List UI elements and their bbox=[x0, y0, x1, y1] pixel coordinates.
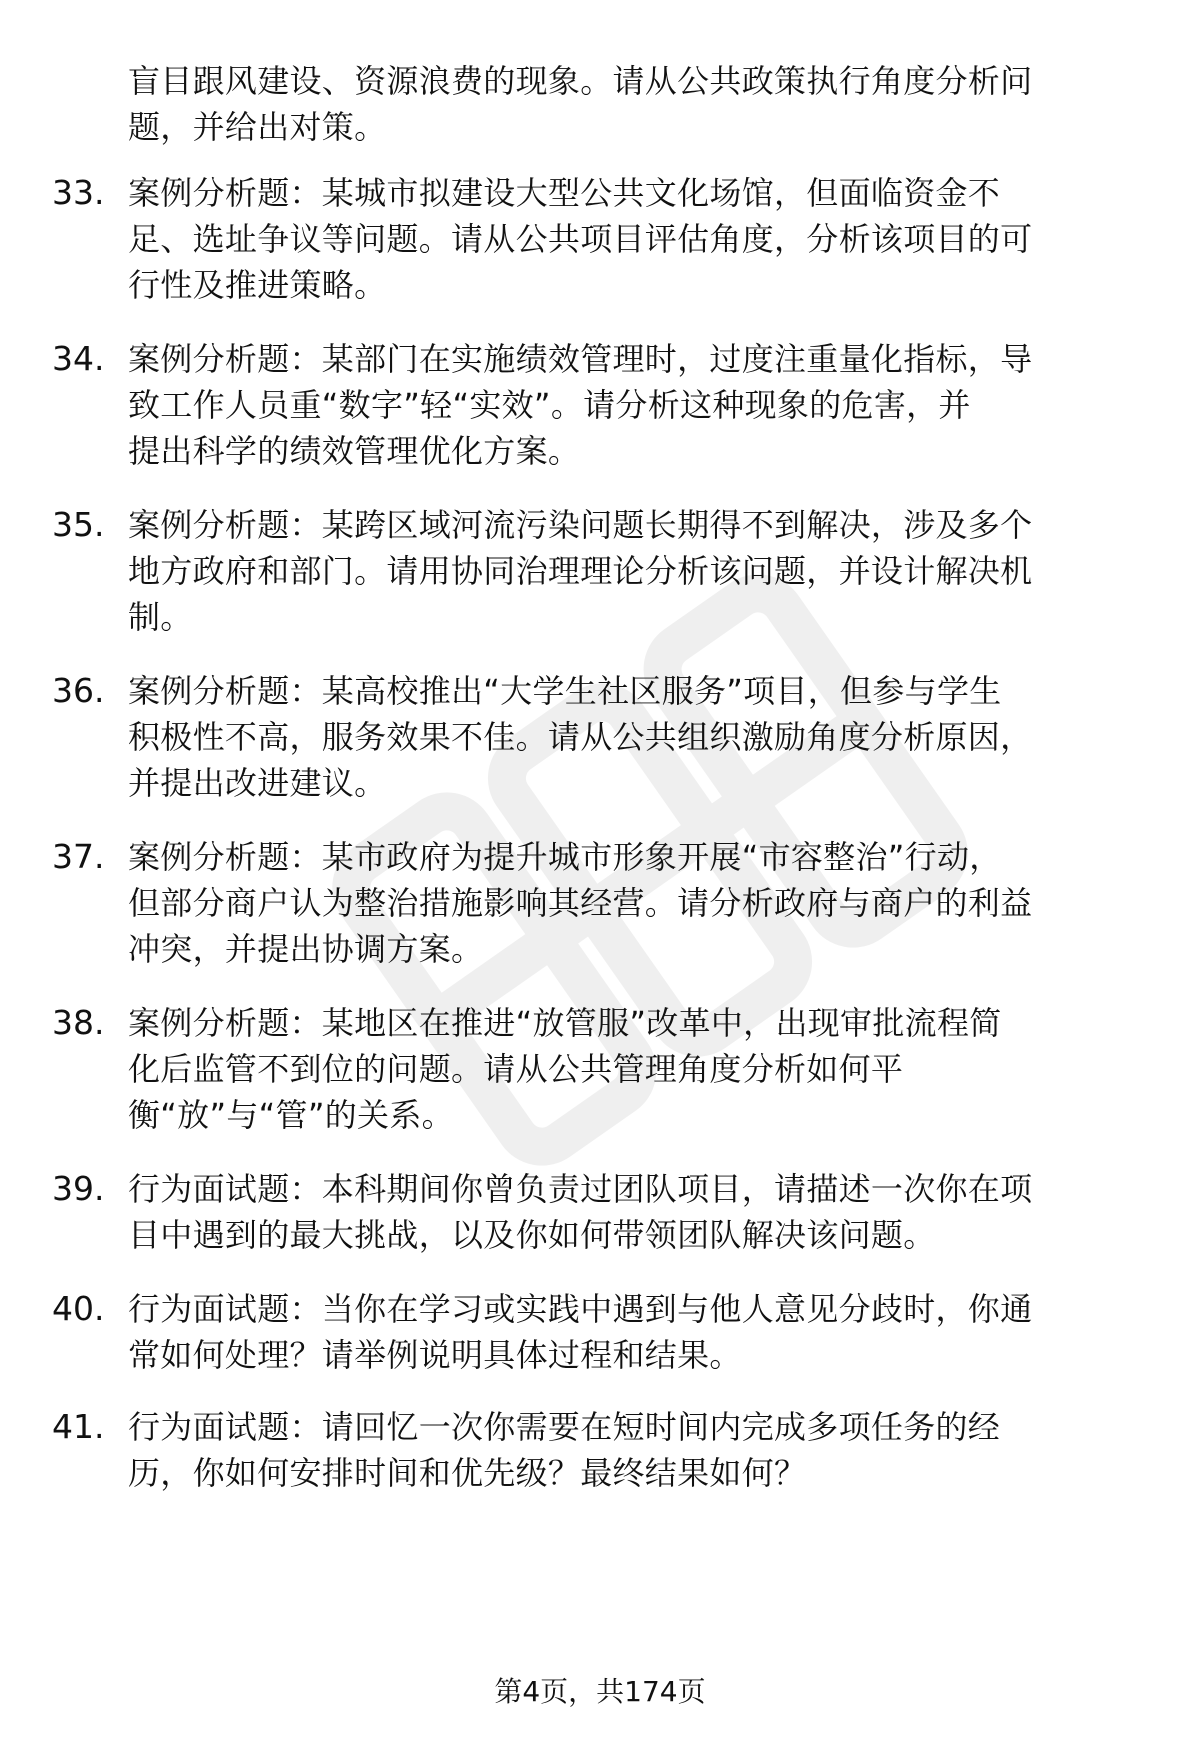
question-text: 案例分析题：某部门在实施绩效管理时，过度注重量化指标，导 致工作人员重“数字”轻“实效”。请分析这种现象的危害，并 提出科学的绩效管理优化方案。 bbox=[128, 340, 1033, 470]
question-text: 案例分析题：某跨区域河流污染问题长期得不到解决，涉及多个 地方政府和部门。请用协同治理理论分析该问题，并设计解决机 制。 bbox=[128, 506, 1033, 636]
question-text: 行为面试题：当你在学习或实践中遇到与他人意见分歧时，你通 常如何处理？请举例说明具体过程和结果。 bbox=[128, 1290, 1033, 1374]
question-number: 35. bbox=[52, 505, 105, 544]
question-number: 36. bbox=[52, 671, 105, 710]
continuation-paragraph: 盲目跟风建设、资源浪费的现象。请从公共政策执行角度分析问 题，并给出对策。 bbox=[128, 62, 1033, 146]
question-number: 38. bbox=[52, 1003, 105, 1042]
question-number: 33. bbox=[52, 173, 105, 212]
question-text: 案例分析题：某地区在推进“放管服”改革中，出现审批流程简 化后监管不到位的问题。请从公共管理角度分析如何平 衡“放”与“管”的关系。 bbox=[128, 1004, 1002, 1134]
question-number: 39. bbox=[52, 1169, 105, 1208]
question-number: 41. bbox=[52, 1407, 105, 1446]
question-number: 34. bbox=[52, 339, 105, 378]
question-text: 行为面试题：本科期间你曾负责过团队项目，请描述一次你在项 目中遇到的最大挑战，以及你如何带领团队解决该问题。 bbox=[128, 1170, 1033, 1254]
question-number: 37. bbox=[52, 837, 105, 876]
question-text: 案例分析题：某城市拟建设大型公共文化场馆，但面临资金不 足、选址争议等问题。请从公共项目评估角度，分析该项目的可 行性及推进策略。 bbox=[128, 174, 1033, 304]
question-text: 行为面试题：请回忆一次你需要在短时间内完成多项任务的经 历，你如何安排时间和优先级？最终结果如何？ bbox=[128, 1408, 1001, 1492]
question-text: 案例分析题：某市政府为提升城市形象开展“市容整治”行动， 但部分商户认为整治措施影响其经营。请分析政府与商户的利益 冲突，并提出协调方案。 bbox=[128, 838, 1033, 968]
question-number: 40. bbox=[52, 1289, 105, 1328]
question-text: 案例分析题：某高校推出“大学生社区服务”项目，但参与学生 积极性不高，服务效果不佳。请从公共组织激励角度分析原因， 并提出改进建议。 bbox=[128, 672, 1033, 802]
page-footer: 第4页，共174页 bbox=[494, 1675, 706, 1708]
